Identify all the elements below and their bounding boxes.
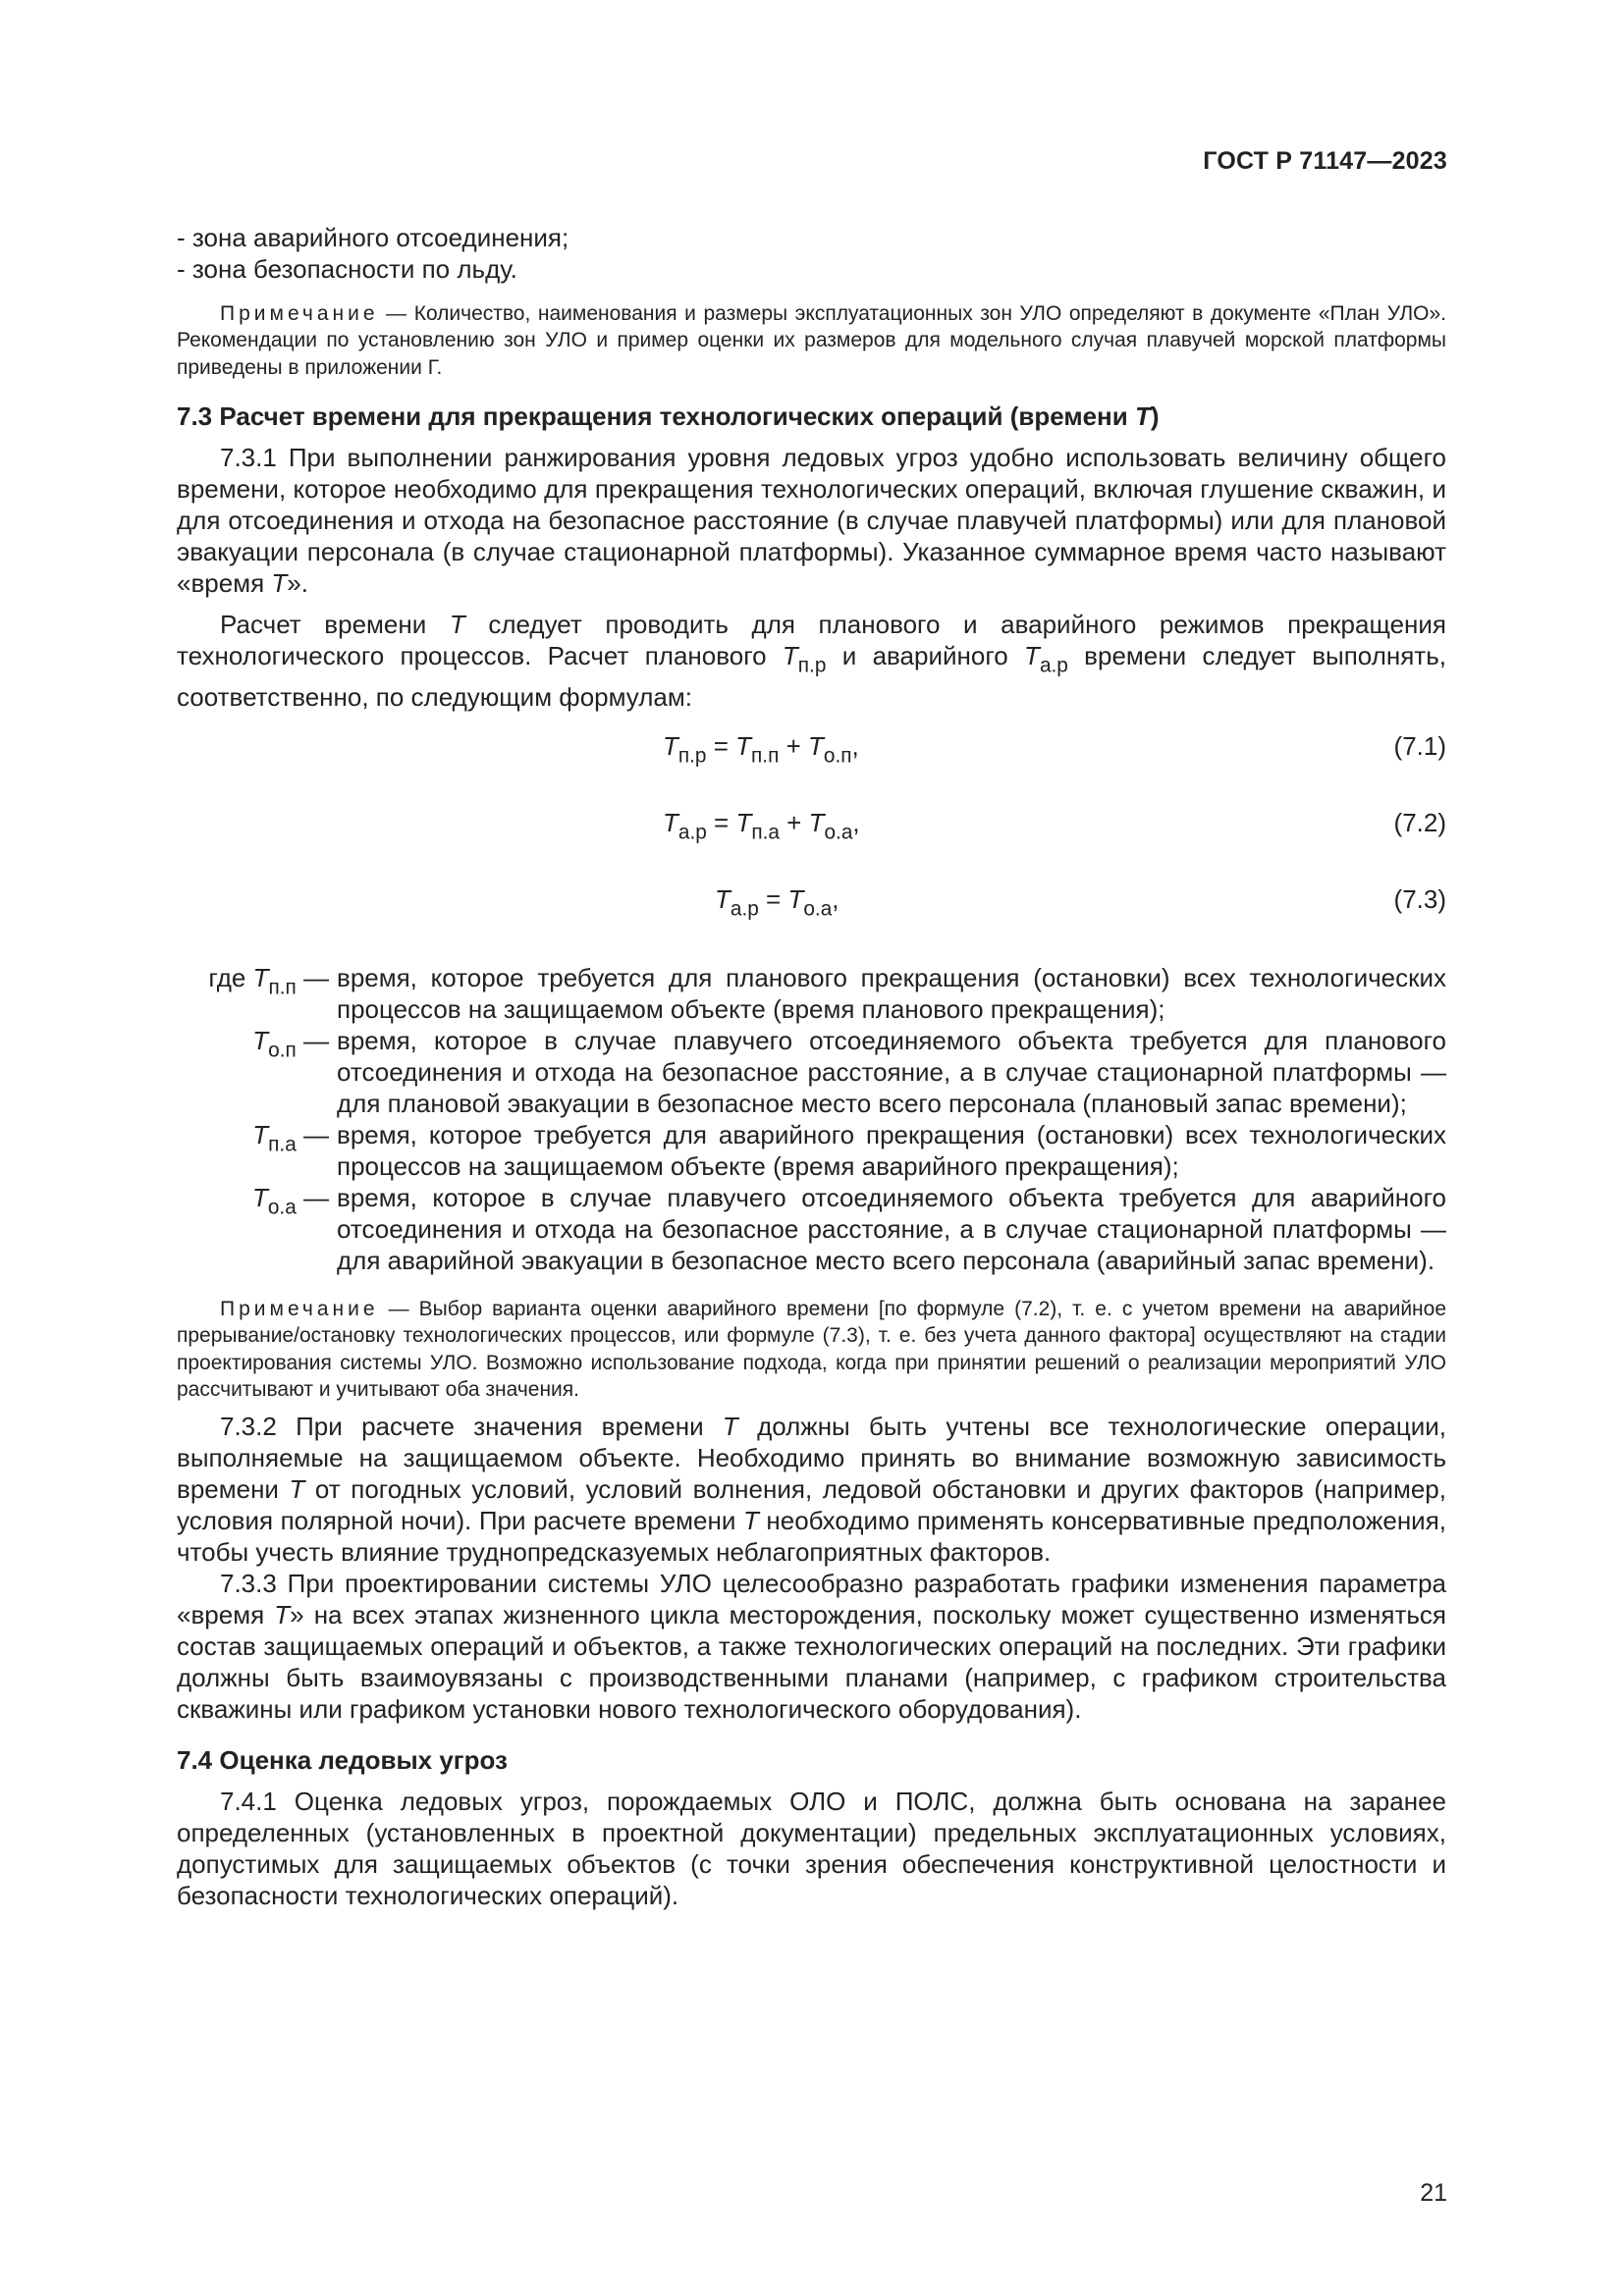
note-paragraph <box>177 1296 1446 1403</box>
note-label: Примечание <box>220 1298 379 1321</box>
page-number: 21 <box>1420 2179 1447 2207</box>
definition-row: $T_{п.а}$ — время, которое требуется для аварийного прекращения (остановки) всех технологических процессов на защищаемом объекте (время аварийного прекращения); <box>252 1120 1446 1182</box>
formula-7-2: $T_{а.р} = T_{п.а} + T_{о.а}$, (7.2) <box>663 808 1446 844</box>
definition-row: $T_{о.а}$ — время, которое в случае плавучего отсоединяемого объекта требуется для аварийного отсоединения и отхода на безопасное расстояние, а в случае стационарной платформы — для аварийной эвакуации в безопасное место всего персонала (аварийный запас времени). <box>251 1183 1446 1276</box>
definition-row: где $T_{п.п}$ — время, которое требуется для планового прекращения (остановки) всех технологических процессов на защищаемом объекте (время планового прекращения); <box>208 963 1446 1025</box>
definition-row: $T_{о.п}$ — время, которое в случае плавучего отсоединяемого объекта требуется для планового отсоединения и отхода на безопасное расстояние, а в случае стационарной платформы — для плановой эвакуации в безопасное место всего персонала (плановый запас времени); <box>252 1026 1446 1119</box>
section-heading-7-3: 7.3 Расчет времени для прекращения технологических операций (времени T) <box>177 400 1160 431</box>
note-text: — Количество, наименования и размеры эксплуатационных зон УЛО определяют в документе «План УЛО». Рекомендации по установлению зон УЛО и пример оценки их размеров для модельного случая плавучей морской платформы приведены в приложении Г. <box>177 302 1446 379</box>
formula-number: (7.1) <box>1393 731 1446 762</box>
formula-7-3: $T_{а.р} = T_{о.а}$, (7.3) <box>715 884 1446 921</box>
section-heading-7-4: 7.4 Оценка ледовых угроз <box>177 1745 508 1776</box>
formula-number: (7.3) <box>1393 884 1446 915</box>
note-paragraph <box>177 300 1446 381</box>
formula-number: (7.2) <box>1393 808 1446 838</box>
paragraph-time-calc: Расчет времени T следует проводить для планового и аварийного режимов прекращения технологического процессов. Расчет планового $T_{п.р}$ и аварийного $T_{а.р}$ времени следует выполнять, соответственно, по следующим формулам: <box>177 609 1446 713</box>
note-text: — Выбор варианта оценки аварийного времени [по формуле (7.2), т. е. с учетом времени на аварийное прерывание/остановку технологических процессов, или формуле (7.3), т. е. без учета данного фактора] осуществляют на стадии проектирования системы УЛО. Возможно использование подхода, когда при принятии решений о реализации мероприятий УЛО рассчитывают и учитывают оба значения. <box>177 1298 1446 1402</box>
paragraph-7-3-3: 7.3.3 При проектировании системы УЛО целесообразно разработать графики изменения параметра «время T» на всех этапах жизненного цикла месторождения, поскольку может существенно изменяться состав защищаемых операций и объектов, а также технологических операций на последних. Эти графики должны быть взаимоувязаны с производственными планами (например, с графиком строительства скважины или графиком установки нового технологического оборудования). <box>177 1569 1446 1725</box>
formula-7-1: $T_{п.р} = T_{п.п} + T_{о.п}$, (7.1) <box>663 731 1446 768</box>
paragraph-7-3-1: 7.3.1 При выполнении ранжирования уровня ледовых угроз удобно использовать величину общего времени, которое необходимо для прекращения технологических операций, включая глушение скважин, и для отсоединения и отхода на безопасное расстояние (в случае плавучей платформы) или для плановой эвакуации персонала (в случае стационарной платформы). Указанное суммарное время часто называют «время T». <box>177 442 1446 598</box>
paragraph-7-4-1: 7.4.1 Оценка ледовых угроз, порождаемых ОЛО и ПОЛС, должна быть основана на заранее определенных (установленных в проектной документации) предельных эксплуатационных условиях, допустимых для защищаемых объектов (с точки зрения обеспечения конструктивной целостности и безопасности технологических операций). <box>177 1787 1446 1911</box>
paragraph-7-3-2: 7.3.2 При расчете значения времени T должны быть учтены все технологические операции, выполняемые на защищаемом объекте. Необходимо принять во внимание возможную зависимость времени T от погодных условий, условий волнения, ледовой обстановки и других факторов (например, условия полярной ночи). При расчете времени T необходимо применять консервативные предположения, чтобы учесть влияние труднопредсказуемых неблагоприятных факторов. <box>177 1412 1447 1568</box>
document-header: ГОСТ Р 71147—2023 <box>1203 147 1447 175</box>
where-definitions <box>177 962 1446 1276</box>
bullet-item: - зона безопасности по льду. <box>177 254 517 284</box>
note-label: Примечание <box>220 302 379 325</box>
page-content <box>177 222 1446 1911</box>
bullet-item: - зона аварийного отсоединения; <box>177 223 569 252</box>
